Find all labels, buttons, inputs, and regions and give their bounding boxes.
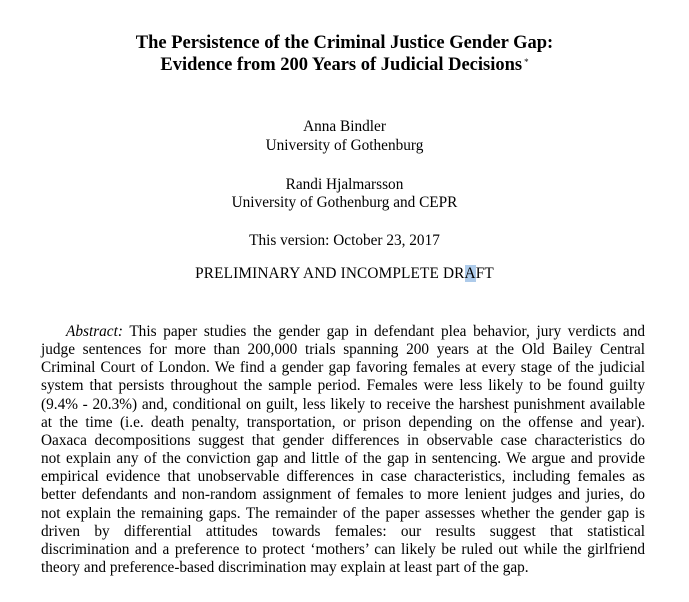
text-selection-highlight[interactable]: A [464,265,476,282]
draft-status [0,264,689,283]
paper-title-line-2 [0,54,689,76]
author-name: Anna Bindler [303,118,386,135]
abstract-line: system that persists throughout the sample period. Females were less likely to be found guilty [41,377,645,395]
abstract-line: (9.4% - 20.3%) and, conditional on guilt, less likely to receive the harshest punishment available [41,395,645,413]
author-affiliation: University of Gothenburg [265,137,424,154]
abstract-line: better defendants and non-random assignment of females to more lenient judges and juries, do [41,486,645,504]
abstract-line: at the time (i.e. death penalty, transportation, or prison depending on the offense and year). [41,413,645,431]
abstract-label: Abstract: [66,323,123,340]
abstract-line: empirical evidence that unobservable differences in case characteristics, including females as [41,468,645,486]
draft-status-text-end: FT [475,265,494,282]
paper-title-line-1: The Persistence of the Criminal Justice Gender Gap: [135,33,554,53]
abstract-line: not explain any of the conviction gap and little of the gap in sentencing. We argue and provide [41,450,645,468]
version-date: This version: October 23, 2017 [249,232,440,249]
abstract-line: Oaxaca decompositions suggest that gender differences in observable case characteristics do [41,431,645,449]
draft-status-text-start: PRELIMINARY AND INCOMPLETE DR [195,265,465,282]
abstract-line: judge sentences for more than 200,000 trials spanning 200 years at the Old Bailey Central [41,341,645,359]
abstract-line [41,323,645,341]
abstract-paragraph [41,323,645,577]
author-affiliation: University of Gothenburg and CEPR [231,194,458,211]
abstract-line: theory and preference-based discrimination may explain at least part of the gap. [41,559,529,577]
abstract-line: driven by differential attitudes towards females: our results suggest that statistical [41,522,645,540]
abstract-line: Criminal Court of London. We find a gender gap favoring females at every stage of the judicial [41,359,645,377]
abstract-line-text: This paper studies the gender gap in defendant plea behavior, jury verdicts and [122,323,645,340]
title-footnote-marker[interactable]: * [524,57,529,67]
abstract-line: not explain the remaining gaps. The remainder of the paper assesses whether the gender gap is [41,504,645,522]
paper-title-text: Evidence from 200 Years of Judicial Decisions [160,55,523,75]
abstract-line: discrimination and a preference to protect ‘mothers’ can likely be ruled out while the girlfriend [41,540,645,558]
author-name: Randi Hjalmarsson [285,176,404,193]
